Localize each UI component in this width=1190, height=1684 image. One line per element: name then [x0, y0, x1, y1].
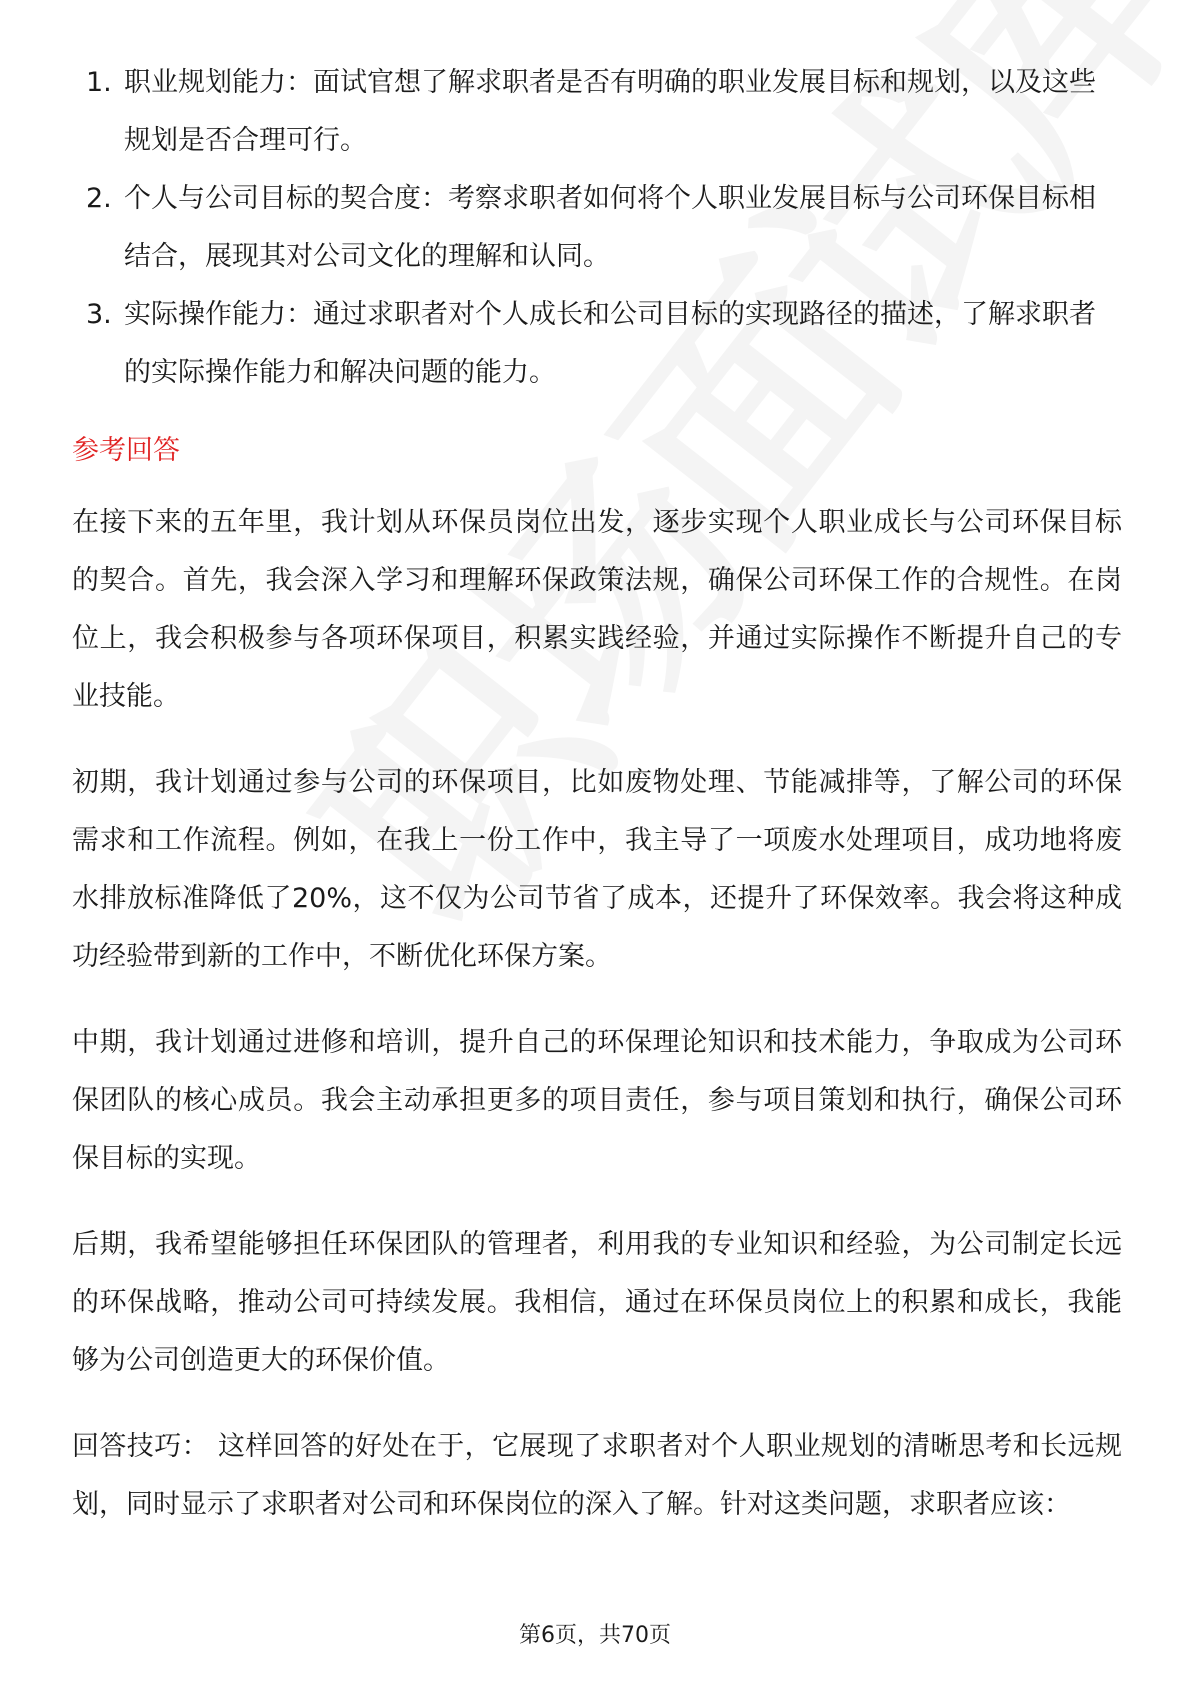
list-item-number: 2. [86, 183, 112, 214]
list-item-number: 1. [86, 67, 112, 98]
list-item-text: 实际操作能力：通过求职者对个人成长和公司目标的实现路径的描述，了解求职者的实际操作能力和解决问题的能力。 [124, 299, 1096, 388]
section-heading: 参考回答 [72, 435, 180, 466]
answer-paragraph: 在接下来的五年里，我计划从环保员岗位出发，逐步实现个人职业成长与公司环保目标的契合。首先，我会深入学习和理解环保政策法规，确保公司环保工作的合规性。在岗位上，我会积极参与各项环保项目，积累实践经验，并通过实际操作不断提升自己的专业技能。 [72, 507, 1122, 712]
list-item-text: 职业规划能力：面试官想了解求职者是否有明确的职业发展目标和规划，以及这些规划是否合理可行。 [124, 67, 1096, 156]
answer-paragraph: 后期，我希望能够担任环保团队的管理者，利用我的专业知识和经验，为公司制定长远的环保战略，推动公司可持续发展。我相信，通过在环保员岗位上的积累和成长，我能够为公司创造更大的环保价值。 [72, 1229, 1122, 1376]
answer-paragraph: 中期，我计划通过进修和培训，提升自己的环保理论知识和技术能力，争取成为公司环保团队的核心成员。我会主动承担更多的项目责任，参与项目策划和执行，确保公司环保目标的实现。 [72, 1027, 1122, 1174]
list-item [72, 170, 1122, 286]
page-footer: 第6页，共70页 [519, 1623, 671, 1648]
numbered-list [72, 54, 1122, 402]
list-item-text: 个人与公司目标的契合度：考察求职者如何将个人职业发展目标与公司环保目标相结合，展现其对公司文化的理解和认同。 [124, 183, 1096, 272]
list-item [72, 286, 1122, 402]
tip-paragraph: 回答技巧： 这样回答的好处在于，它展现了求职者对个人职业规划的清晰思考和长远规划，同时显示了求职者对公司和环保岗位的深入了解。针对这类问题，求职者应该： [72, 1431, 1122, 1520]
list-item [72, 54, 1122, 170]
list-item-number: 3. [86, 299, 112, 330]
page-content [72, 54, 1122, 1562]
answer-paragraph: 初期，我计划通过参与公司的环保项目，比如废物处理、节能减排等，了解公司的环保需求和工作流程。例如，在我上一份工作中，我主导了一项废水处理项目，成功地将废水排放标准降低了20%，这不仅为公司节省了成本，还提升了环保效率。我会将这种成功经验带到新的工作中，不断优化环保方案。 [72, 767, 1122, 972]
